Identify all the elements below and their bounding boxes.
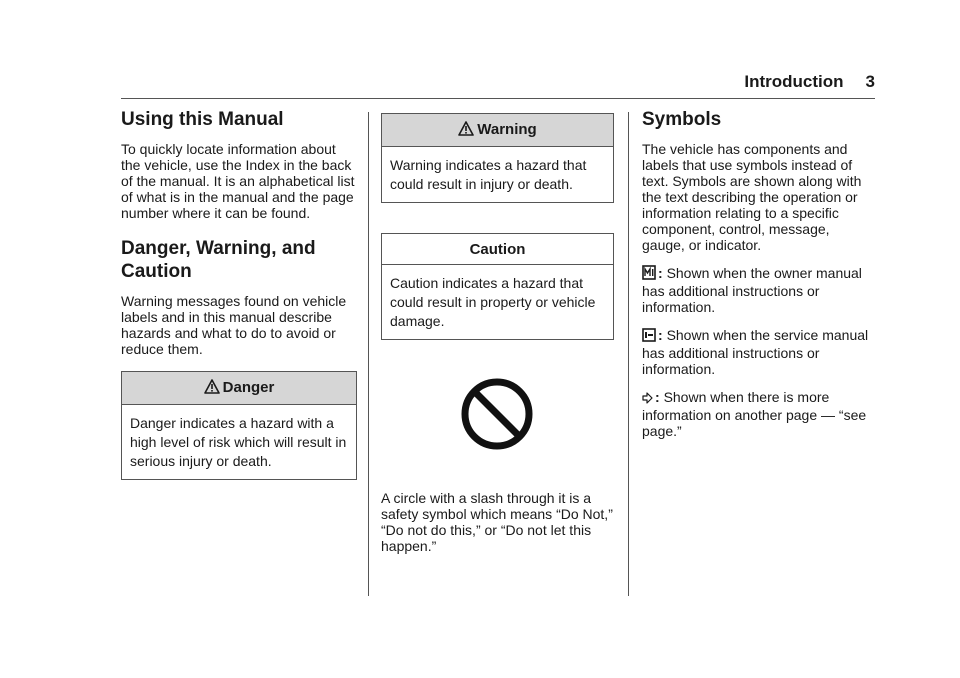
paragraph-circle-slash: A circle with a slash through it is a safety symbol which means “Do Not,” “Do not do this,” or “Do not let this happen.” [381,490,613,554]
symbol-item-service-manual: : Shown when the service manual has additional instructions or information. [642,327,869,377]
heading-danger-warning-caution: Danger, Warning, and Caution [121,238,316,282]
column-3 [642,108,875,451]
caution-text: Caution indicates a hazard that could result in property or vehicle damage. [390,275,596,329]
do-not-symbol-area [381,340,614,490]
header-rule [121,98,875,99]
column-1 [121,108,357,480]
column-divider-2 [628,112,629,596]
danger-box-header [122,372,356,405]
paragraph-warning-messages: Warning messages found on vehicle labels and in this manual describe hazards and what to do to avoid or reduce them. [121,293,347,357]
heading-using-this-manual: Using this Manual [121,109,284,130]
service-manual-icon [642,328,656,345]
do-not-symbol-icon [460,377,534,451]
paragraph-using-manual: To quickly locate information about the vehicle, use the Index in the back of the manual. It is an alphabetical list of what is in the manual and the page number where it can be found. [121,141,355,221]
column-divider-1 [368,112,369,596]
caution-box [381,233,614,340]
section-title: Introduction [744,72,844,91]
warning-box [381,113,614,203]
paragraph-symbols: The vehicle has components and labels that use symbols instead of text. Symbols are shown along with the text describing the operation or information relating to a specific component, control, message, gauge, or indicator. [642,141,862,253]
symbol-item-owner-manual: : Shown when the owner manual has additional instructions or information. [642,265,862,315]
caution-title: Caution [469,241,526,258]
warning-triangle-icon [458,121,474,140]
service-manual-text: Shown when the service manual has additional instructions or information. [642,327,869,377]
danger-title: Danger [222,379,275,396]
column-2 [381,113,614,566]
owner-manual-text: Shown when the owner manual has additional instructions or information. [642,265,862,315]
heading-symbols: Symbols [642,109,722,130]
warning-text: Warning indicates a hazard that could result in injury or death. [390,157,587,192]
see-page-text: Shown when there is more information on another page — “see page.” [642,389,867,439]
symbol-item-see-page: : Shown when there is more information on another page — “see page.” [642,389,867,439]
see-page-arrow-icon [642,391,653,407]
warning-title: Warning [477,121,537,138]
page-number: 3 [865,72,875,91]
warning-box-header [382,114,613,147]
caution-box-header [382,234,613,265]
danger-box [121,371,357,480]
warning-triangle-icon [204,379,220,398]
running-header [600,72,875,92]
owner-manual-icon [642,265,656,283]
danger-text: Danger indicates a hazard with a high level of risk which will result in serious injury or death. [130,415,347,469]
